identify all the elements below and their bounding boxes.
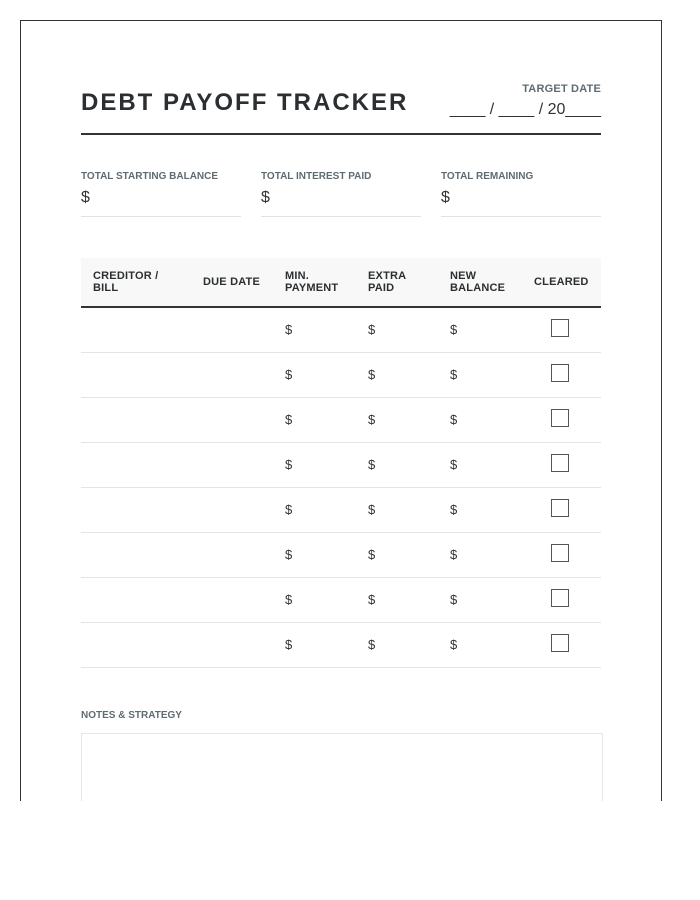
extra-paid-cell[interactable]: $	[368, 322, 376, 337]
table-row	[81, 488, 601, 533]
table-header	[81, 258, 601, 308]
total-remaining-label: TOTAL REMAINING	[441, 171, 534, 182]
header-divider	[81, 133, 601, 135]
table-row	[81, 443, 601, 488]
cleared-checkbox[interactable]	[551, 409, 569, 427]
table-row	[81, 398, 601, 443]
min-payment-cell[interactable]: $	[285, 367, 293, 382]
new-balance-cell[interactable]: $	[450, 322, 458, 337]
target-date-label: TARGET DATE	[522, 83, 601, 95]
column-header-extra-paid: EXTRA PAID	[368, 270, 407, 294]
extra-paid-cell[interactable]: $	[368, 502, 376, 517]
total-starting-balance-value: $	[81, 189, 90, 206]
extra-paid-cell[interactable]: $	[368, 367, 376, 382]
total-interest-paid-value: $	[261, 189, 270, 206]
min-payment-cell[interactable]: $	[285, 412, 293, 427]
min-payment-cell[interactable]: $	[285, 457, 293, 472]
new-balance-cell[interactable]: $	[450, 592, 458, 607]
extra-paid-cell[interactable]: $	[368, 592, 376, 607]
cleared-checkbox[interactable]	[551, 319, 569, 337]
cleared-checkbox[interactable]	[551, 499, 569, 517]
total-starting-balance-field[interactable]	[81, 171, 241, 217]
column-header-new-balance: NEW BALANCE	[450, 270, 506, 294]
column-header-due-date: DUE DATE	[203, 276, 261, 288]
table-row	[81, 623, 601, 668]
cleared-checkbox[interactable]	[551, 364, 569, 382]
total-remaining-value: $	[441, 189, 450, 206]
cleared-checkbox[interactable]	[551, 454, 569, 472]
new-balance-cell[interactable]: $	[450, 457, 458, 472]
min-payment-cell[interactable]: $	[285, 322, 293, 337]
notes-label: NOTES & STRATEGY	[81, 710, 182, 721]
table-row	[81, 353, 601, 398]
total-remaining-field[interactable]	[441, 171, 601, 217]
column-header-cleared: CLEARED	[534, 276, 589, 288]
cleared-checkbox[interactable]	[551, 634, 569, 652]
notes-textarea[interactable]	[81, 733, 603, 801]
target-date-field[interactable]: ____ / ____ / 20____	[449, 101, 601, 118]
cleared-checkbox[interactable]	[551, 544, 569, 562]
cleared-checkbox[interactable]	[551, 589, 569, 607]
total-starting-balance-label: TOTAL STARTING BALANCE	[81, 171, 219, 182]
min-payment-cell[interactable]: $	[285, 592, 293, 607]
min-payment-cell[interactable]: $	[285, 547, 293, 562]
table-body	[81, 308, 601, 668]
extra-paid-cell[interactable]: $	[368, 457, 376, 472]
min-payment-cell[interactable]: $	[285, 502, 293, 517]
extra-paid-cell[interactable]: $	[368, 547, 376, 562]
min-payment-cell[interactable]: $	[285, 637, 293, 652]
debt-table	[81, 258, 601, 668]
column-header-min-payment: MIN. PAYMENT	[285, 270, 339, 294]
total-interest-paid-field[interactable]	[261, 171, 421, 217]
extra-paid-cell[interactable]: $	[368, 637, 376, 652]
new-balance-cell[interactable]: $	[450, 367, 458, 382]
column-header-creditor: CREDITOR / BILL	[93, 270, 159, 294]
new-balance-cell[interactable]: $	[450, 502, 458, 517]
table-row	[81, 308, 601, 353]
summary-fields	[81, 171, 601, 219]
page-title: DEBT PAYOFF TRACKER	[81, 89, 409, 116]
extra-paid-cell[interactable]: $	[368, 412, 376, 427]
new-balance-cell[interactable]: $	[450, 547, 458, 562]
tracker-sheet	[20, 20, 662, 801]
total-interest-paid-label: TOTAL INTEREST PAID	[261, 171, 372, 182]
new-balance-cell[interactable]: $	[450, 412, 458, 427]
new-balance-cell[interactable]: $	[450, 637, 458, 652]
table-row	[81, 533, 601, 578]
table-row	[81, 578, 601, 623]
